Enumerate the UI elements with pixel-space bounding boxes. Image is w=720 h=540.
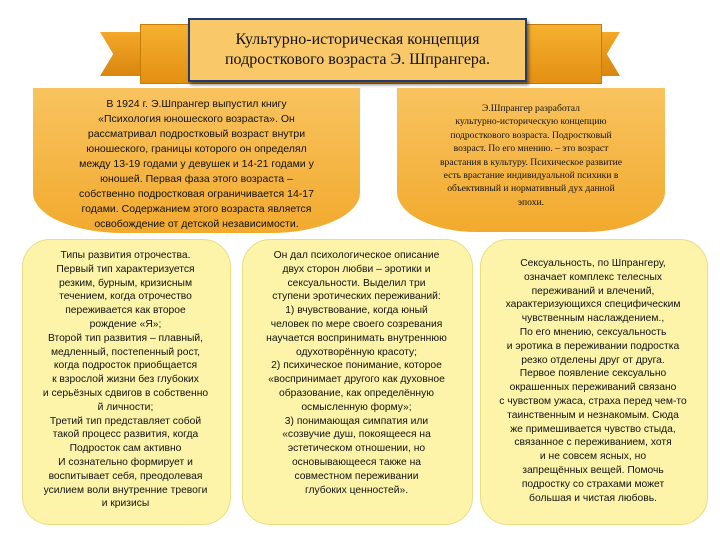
box-love-description-text: Он дал психологическое описание двух сторон любви – эротики и сексуальности. Выделил три ступени эротических переживаний: 1) вчувствование, когда юный человек по мере своего созревания научается воспринимать внутреннюю одухотворённую красоту; 2) психическое понимание, которое «воспринимает другого как духовное образование, как определённую осмысленную форму»; 3) понимающая симпатия или «созвучие душ, покоящееся на эстетическом отношении, но основывающееся также на совместном переживании глубоких ценностей». xyxy=(266,250,447,496)
slide-title: Культурно-историческая концепция подросткового возраста Э. Шпрангера. xyxy=(224,31,491,68)
box-development-types-text: Типы развития отрочества. Первый тип характеризуется резким, бурным, кризисным течением, когда отрочество переживается как второе рождение «Я»; Второй тип развития – плавный, медленный, постепенный рост, когда подросток приобщается к взрослой жизни без глубоких и серьёзных сдвигов в собственно й личности; Третий тип представляет собой такой процесс развития, когда Подросток сам активно И сознательно формирует и воспитывает себя, преодолевая усилием воли внутренние тревоги и кризисы xyxy=(42,250,209,510)
box-sexuality-text: Сексуальность, по Шпрангеру, означает комплекс телесных переживаний и влечений, характеризующихся специфическим чувственным наслаждением., По его мнению, сексуальность и эротика в переживании подростка резко отделены друг от друга. Первое появление сексуально окрашенных переживаний связано с чувством ужаса, страха перед чем-то таинственным и незнакомым. Сюда же примешивается чувство стыда, связанное с переживанием, хотя и не совсем ясных, но запрещённых вещей. Помочь подростку со страхами может большая и чистая любовь. xyxy=(499,258,687,504)
title-box xyxy=(188,18,527,82)
callout-right-text: Э.Шпрангер разработал культурно-историческую концепцию подросткового возраста. Подростковый возраст. По его мнению. – это возраст врастания в культуру. Психическое развитие есть врастание индивидуальной психики в объективный и нормативный дух данной эпохи. xyxy=(440,103,622,208)
callout-left-text: В 1924 г. Э.Шпрангер выпустил книгу «Психология юношеского возраста». Он рассматривал подростковый возраст внутри юношеского, границы которого он определял между 13-19 годами у девушек и 14-21 годами у юношей. Первая фаза этого возраста – собственно подростковая ограничивается 14-17 годами. Содержанием этого возраста является освобождение от детской независимости. xyxy=(79,98,314,230)
